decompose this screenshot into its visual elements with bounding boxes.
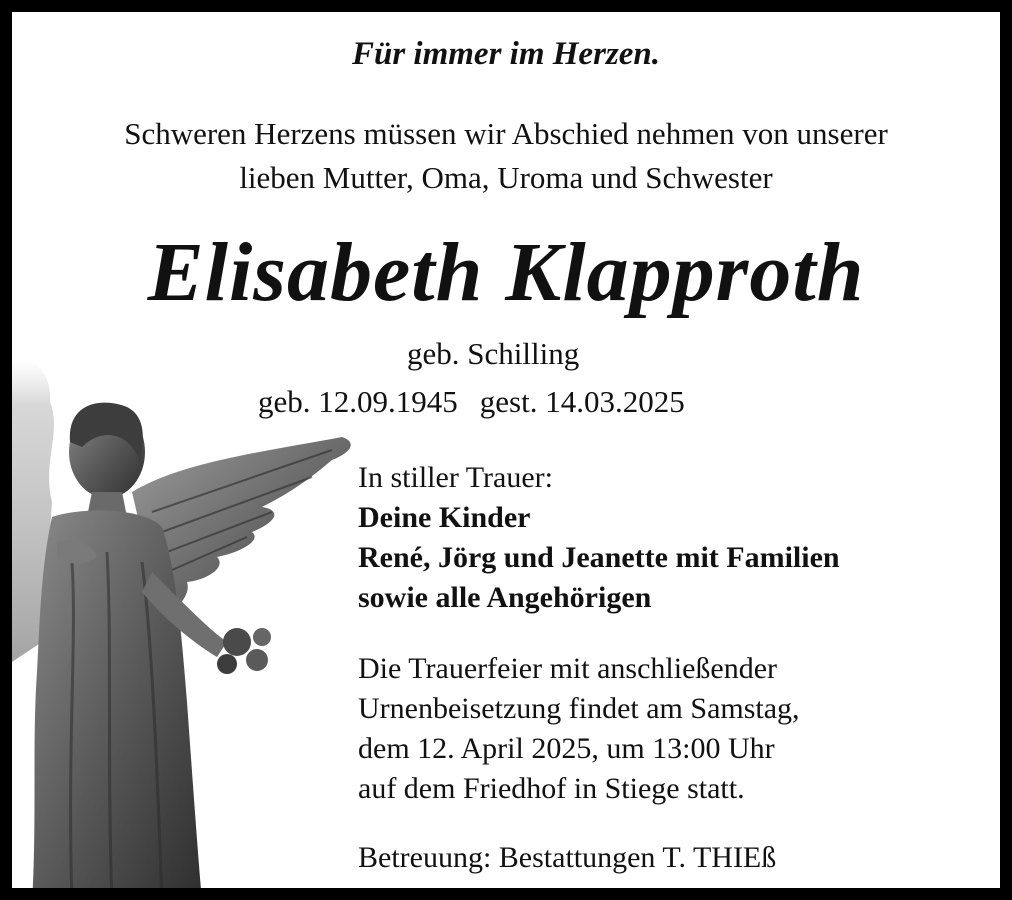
service-line: dem 12. April 2025, um 13:00 Uhr (358, 732, 775, 765)
birth-date: geb. 12.09.1945 (258, 384, 458, 419)
service-line: auf dem Friedhof in Stiege statt. (358, 772, 745, 805)
service-line: Die Trauerfeier mit anschließender (358, 652, 778, 685)
mourners-line: sowie alle Angehörigen (358, 581, 652, 614)
tagline: Für immer im Herzen. (351, 36, 661, 72)
mourners-intro: In stiller Trauer: (358, 461, 553, 494)
intro-line: lieben Mutter, Oma, Uroma und Schwester (239, 160, 773, 195)
death-date: gest. 14.03.2025 (479, 384, 685, 419)
intro-text (12, 112, 1000, 200)
mourners-line: René, Jörg und Jeanette mit Familien (358, 541, 840, 574)
intro-line: Schweren Herzens müssen wir Abschied nehmen von unserer (124, 116, 888, 151)
mourners-line: Deine Kinder (358, 501, 531, 534)
mourners-section (358, 458, 840, 618)
deceased-name: Elisabeth Klapproth (147, 226, 865, 319)
birth-name: geb. Schilling (407, 336, 580, 371)
angel-statue-image (12, 342, 372, 900)
service-info (358, 649, 800, 809)
undertaker-info: Betreuung: Bestattungen T. THIEß (358, 841, 777, 874)
service-line: Urnenbeisetzung findet am Samstag, (358, 692, 800, 725)
